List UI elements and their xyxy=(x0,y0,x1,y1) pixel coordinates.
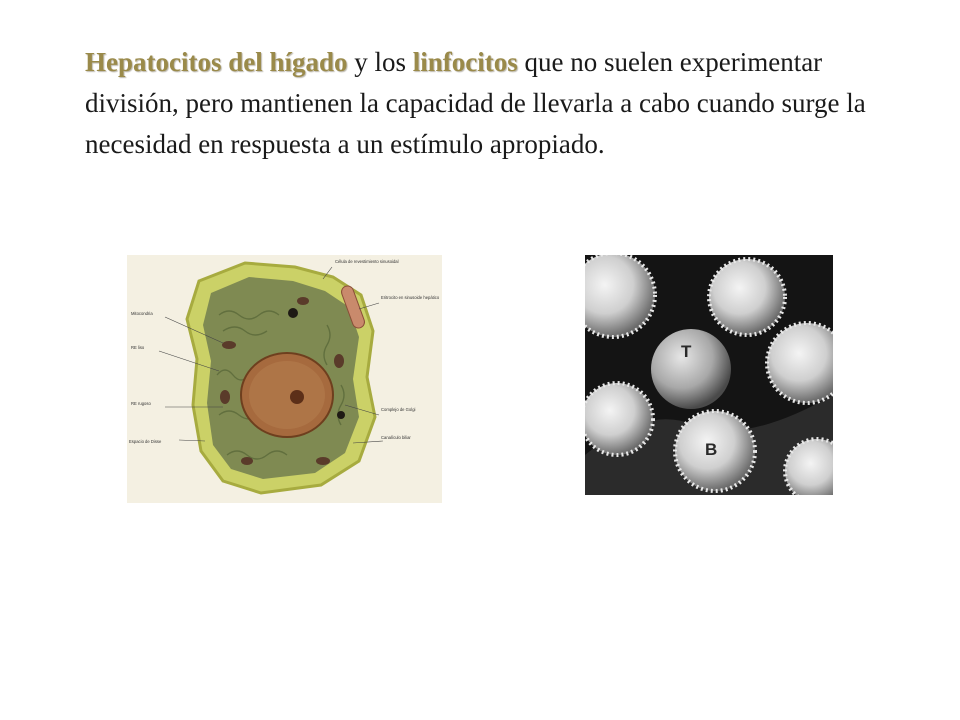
label-celula-revestimiento: Célula de revestimiento sinusoidal xyxy=(335,259,399,264)
nucleolus xyxy=(290,390,304,404)
label-re-rugoso: RE rugoso xyxy=(131,401,151,406)
label-complejo-golgi: Complejo de Golgi xyxy=(381,407,416,412)
hepatocyte-illustration xyxy=(127,255,442,503)
label-canaliculo-biliar: Canalículo biliar xyxy=(381,435,411,440)
paragraph-rest: que no suelen experimentar división, pero mantienen la capacidad de llevarla a cabo cuando surge la necesidad en respuesta a un estímulo apropiado. xyxy=(85,47,866,159)
label-re-liso: RE liso xyxy=(131,345,145,350)
t-lymphocyte xyxy=(651,329,731,409)
hepatocyte-diagram xyxy=(127,255,442,503)
body-paragraph xyxy=(85,42,885,165)
highlight-hepatocitos: Hepatocitos del hígado xyxy=(85,47,348,77)
connector-text: y los xyxy=(347,47,413,77)
label-eritrocito: Eritrocito en sinusoide hepático xyxy=(381,295,440,300)
label-mitocondria: Mitocondria xyxy=(131,311,153,316)
label-espacio-disse: Espacio de Disse xyxy=(129,439,162,444)
lymphocyte-image xyxy=(585,255,833,495)
label-t: T xyxy=(681,342,692,361)
label-b: B xyxy=(705,440,718,459)
lymphocyte-micrograph xyxy=(585,255,833,495)
highlight-linfocitos: linfocitos xyxy=(412,47,518,77)
